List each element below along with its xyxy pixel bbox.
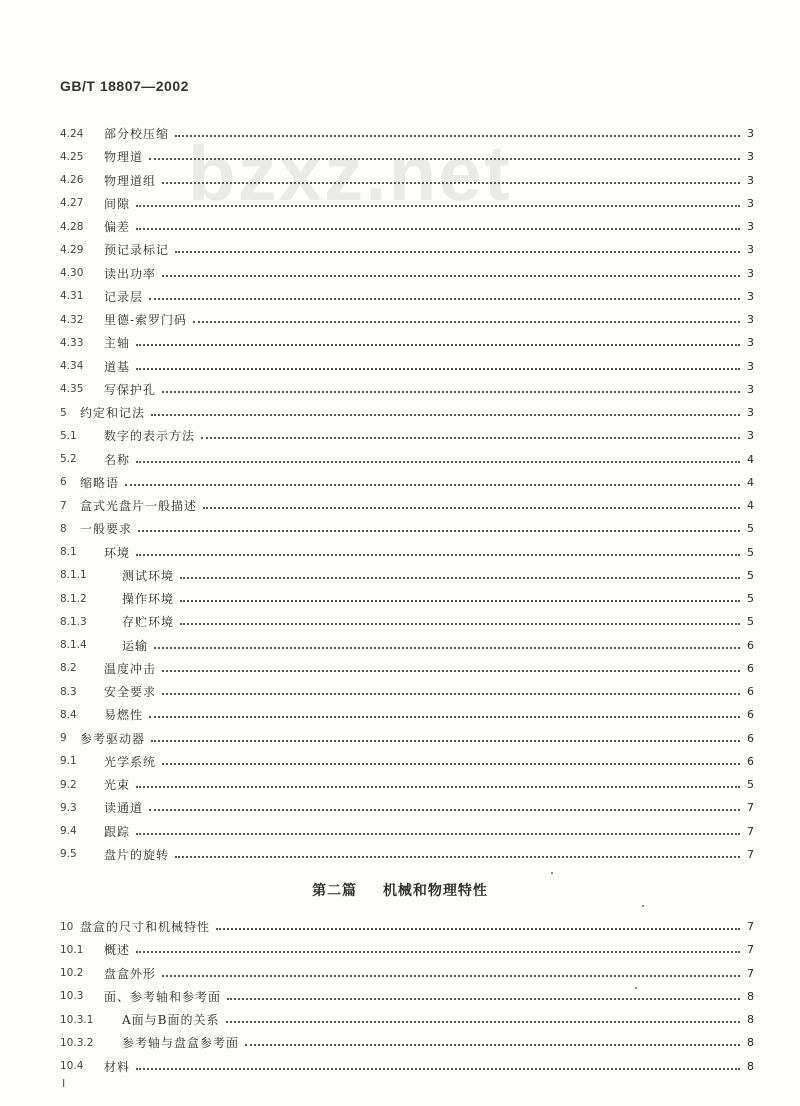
toc-entry-page: 6: [747, 754, 754, 768]
dot-leader: [151, 413, 740, 416]
dot-leader: [136, 204, 740, 207]
dot-leader: [180, 622, 740, 625]
toc-entry-number: 5: [60, 406, 67, 419]
toc-entry-number: 10.4: [60, 1060, 84, 1073]
toc-list-part-one: [60, 122, 754, 866]
toc-entry[interactable]: [60, 169, 754, 192]
toc-entry-page: 7: [747, 943, 754, 957]
dot-leader: [138, 529, 740, 532]
dot-leader: [162, 974, 740, 977]
toc-entry-page: 3: [747, 150, 754, 164]
toc-entry-page: 7: [747, 824, 754, 838]
toc-entry-title: 数字的表示方法: [104, 429, 196, 444]
toc-entry-page: 4: [747, 452, 754, 466]
toc-entry-page: 3: [747, 359, 754, 373]
toc-entry-page: 5: [747, 615, 754, 629]
toc-entry-title: 盘盒的尺寸和机械特性: [80, 920, 211, 935]
dot-leader: [193, 320, 740, 323]
toc-entry-title: 里德-索罗门码: [104, 313, 188, 328]
toc-entry-number: 10.3: [60, 990, 84, 1003]
dot-leader: [136, 832, 740, 835]
toc-entry[interactable]: [60, 703, 754, 726]
toc-entry-title: 参考轴与盘盒参考面: [122, 1036, 240, 1051]
toc-entry-title: 部分校压缩: [104, 127, 170, 142]
dot-leader: [162, 762, 740, 765]
toc-entry-page: 3: [747, 173, 754, 187]
toc-entry-title: 间隙: [104, 196, 131, 211]
toc-entry-number: 8.2: [60, 662, 77, 675]
toc-entry-title: 操作环境: [122, 592, 175, 607]
toc-entry-number: 4.34: [60, 360, 84, 373]
toc-entry[interactable]: [60, 401, 754, 424]
toc-entry-number: 9.5: [60, 848, 77, 861]
dot-leader: [162, 274, 740, 277]
toc-entry-title: 偏差: [104, 220, 131, 235]
toc-entry[interactable]: [60, 424, 754, 447]
scan-speck: [642, 905, 644, 907]
toc-entry-number: 9.2: [60, 778, 77, 791]
toc-entry-title: 名称: [104, 452, 131, 467]
toc-entry-number: 6: [60, 476, 67, 489]
dot-leader: [162, 692, 740, 695]
toc-entry-number: 8.1: [60, 546, 77, 559]
toc-entry-page: 5: [747, 545, 754, 559]
toc-entry-number: 4.27: [60, 197, 84, 210]
toc-entry-title: 盒式光盘片一般描述: [80, 499, 198, 514]
toc-entry[interactable]: [60, 657, 754, 680]
toc-entry-number: 4.24: [60, 127, 84, 140]
toc-entry-page: 8: [747, 1013, 754, 1027]
toc-entry-title: 物理道: [104, 150, 144, 165]
toc-entry[interactable]: [60, 494, 754, 517]
toc-entry-page: 3: [747, 406, 754, 420]
toc-entry[interactable]: [60, 471, 754, 494]
toc-entry-title: 运输: [122, 638, 149, 653]
toc-entry[interactable]: [60, 750, 754, 773]
dot-leader: [149, 715, 740, 718]
toc-entry-number: 10.3.2: [60, 1036, 94, 1049]
toc-entry-title: 测试环境: [122, 568, 175, 583]
toc-entry-page: 3: [747, 266, 754, 280]
toc-entry-page: 6: [747, 638, 754, 652]
toc-entry[interactable]: [60, 1008, 754, 1031]
toc-entry[interactable]: [60, 820, 754, 843]
toc-entry-title: 安全要求: [104, 685, 157, 700]
toc-entry[interactable]: [60, 610, 754, 633]
dot-leader: [136, 785, 740, 788]
toc-entry-title: 记录层: [104, 289, 144, 304]
toc-entry-title: 一般要求: [80, 522, 133, 537]
toc-entry-page: 7: [747, 847, 754, 861]
toc-entry-title: A面与B面的关系: [122, 1013, 220, 1028]
toc-entry[interactable]: [60, 355, 754, 378]
toc-entry-page: 6: [747, 661, 754, 675]
toc-entry[interactable]: [60, 1055, 754, 1078]
toc-entry-number: 5.2: [60, 453, 77, 466]
toc-entry-number: 4.26: [60, 174, 84, 187]
toc-entry-title: 物理道组: [104, 173, 157, 188]
toc-entry-title: 写保护孔: [104, 382, 157, 397]
toc-entry-page: 5: [747, 592, 754, 606]
dot-leader: [180, 576, 740, 579]
toc-entry-title: 读出功率: [104, 266, 157, 281]
toc-entry-title: 参考驱动器: [80, 731, 146, 746]
dot-leader: [136, 553, 740, 556]
toc-entry-page: 3: [747, 289, 754, 303]
dot-leader: [216, 927, 740, 930]
dot-leader: [180, 599, 740, 602]
toc-entry-title: 光束: [104, 778, 131, 793]
dot-leader: [162, 390, 740, 393]
dot-leader: [162, 181, 740, 184]
toc-entry-number: 9.1: [60, 755, 77, 768]
toc-entry-number: 8.1.4: [60, 639, 87, 652]
toc-entry[interactable]: [60, 985, 754, 1008]
dot-leader: [201, 436, 740, 439]
toc-entry-page: 3: [747, 127, 754, 141]
toc-entry[interactable]: [60, 215, 754, 238]
dot-leader: [226, 1020, 741, 1023]
toc-entry-page: 3: [747, 336, 754, 350]
dot-leader: [149, 808, 740, 811]
dot-leader: [203, 506, 740, 509]
dot-leader: [151, 739, 740, 742]
toc-entry-title: 温度冲击: [104, 661, 157, 676]
toc-entry-number: 8.1.1: [60, 569, 87, 582]
toc-entry-number: 4.32: [60, 313, 84, 326]
dot-leader: [136, 950, 740, 953]
toc-entry-page: 3: [747, 196, 754, 210]
scan-speck: [635, 987, 637, 989]
toc-entry-title: 盘盒外形: [104, 966, 157, 981]
dot-leader: [149, 297, 740, 300]
watermark: bzxz.net: [188, 129, 512, 217]
toc-entry-title: 存贮环境: [122, 615, 175, 630]
toc-entry-number: 8: [60, 522, 67, 535]
toc-entry-number: 7: [60, 499, 67, 512]
toc-entry-title: 环境: [104, 545, 131, 560]
toc-entry-page: 7: [747, 920, 754, 934]
toc-entry-title: 缩略语: [80, 475, 120, 490]
toc-entry[interactable]: [60, 587, 754, 610]
toc-entry-page: 3: [747, 220, 754, 234]
scan-speck: [551, 872, 553, 874]
toc-entry-page: 4: [747, 475, 754, 489]
toc-entry[interactable]: [60, 634, 754, 657]
toc-entry[interactable]: [60, 262, 754, 285]
toc-entry[interactable]: [60, 962, 754, 985]
toc-entry-number: 10.3.1: [60, 1013, 94, 1026]
toc-entry[interactable]: [60, 727, 754, 750]
toc-entry[interactable]: [60, 331, 754, 354]
dot-leader: [175, 855, 740, 858]
toc-entry[interactable]: [60, 680, 754, 703]
toc-entry-page: 8: [747, 1059, 754, 1073]
toc-entry[interactable]: [60, 238, 754, 261]
dot-leader: [245, 1043, 740, 1046]
toc-entry[interactable]: [60, 796, 754, 819]
toc-entry-title: 主轴: [104, 336, 131, 351]
toc-entry-title: 概述: [104, 943, 131, 958]
toc-entry-number: 4.30: [60, 267, 84, 280]
toc-entry-title: 盘片的旋转: [104, 847, 170, 862]
toc-entry[interactable]: [60, 517, 754, 540]
toc-entry-title: 光学系统: [104, 754, 157, 769]
standard-number: GB/T 18807—2002: [60, 78, 189, 94]
toc-entry[interactable]: [60, 773, 754, 796]
toc-entry-page: 6: [747, 708, 754, 722]
section-part: 第二篇: [312, 883, 358, 899]
dot-leader: [175, 250, 740, 253]
toc-entry-page: 5: [747, 522, 754, 536]
toc-entry-number: 4.25: [60, 150, 84, 163]
dot-leader: [227, 997, 740, 1000]
toc-entry-number: 10: [60, 920, 74, 933]
toc-entry-page: 3: [747, 382, 754, 396]
toc-entry[interactable]: [60, 378, 754, 401]
toc-entry-title: 预记录标记: [104, 243, 170, 258]
toc-entry-page: 6: [747, 731, 754, 745]
section-heading: [0, 880, 800, 900]
toc-entry-title: 面、参考轴和参考面: [104, 989, 222, 1004]
toc-entry[interactable]: [60, 145, 754, 168]
dot-leader: [136, 367, 740, 370]
toc-entry[interactable]: [60, 938, 754, 961]
dot-leader: [136, 1067, 740, 1070]
toc-entry[interactable]: [60, 448, 754, 471]
toc-entry-number: 4.29: [60, 243, 84, 256]
toc-entry-number: 4.28: [60, 220, 84, 233]
dot-leader: [136, 460, 740, 463]
toc-entry-page: 3: [747, 313, 754, 327]
toc-entry-number: 8.1.3: [60, 615, 87, 628]
toc-entry-page: 7: [747, 966, 754, 980]
toc-entry[interactable]: [60, 564, 754, 587]
toc-entry[interactable]: [60, 308, 754, 331]
page-folio: I: [62, 1077, 66, 1090]
toc-entry-page: 7: [747, 801, 754, 815]
dot-leader: [136, 227, 740, 230]
toc-entry-number: 9: [60, 732, 67, 745]
toc-entry-number: 4.31: [60, 290, 84, 303]
toc-entry-title: 易燃性: [104, 708, 144, 723]
dot-leader: [149, 157, 740, 160]
toc-entry-number: 10.1: [60, 943, 84, 956]
toc-entry-page: 3: [747, 243, 754, 257]
toc-entry-page: 5: [747, 778, 754, 792]
toc-list-part-two: [60, 915, 754, 1078]
toc-entry-title: 材料: [104, 1059, 131, 1074]
toc-entry[interactable]: [60, 915, 754, 938]
toc-entry-page: 3: [747, 429, 754, 443]
toc-entry-number: 8.4: [60, 708, 77, 721]
toc-entry-page: 5: [747, 568, 754, 582]
toc-entry[interactable]: [60, 285, 754, 308]
toc-entry-page: 8: [747, 1036, 754, 1050]
toc-entry-title: 读通道: [104, 801, 144, 816]
toc-entry-number: 8.1.2: [60, 592, 87, 605]
toc-entry[interactable]: [60, 1031, 754, 1054]
toc-entry-number: 5.1: [60, 429, 77, 442]
toc-entry[interactable]: [60, 541, 754, 564]
toc-entry-number: 9.4: [60, 825, 77, 838]
toc-entry-number: 9.3: [60, 801, 77, 814]
toc-entry-number: 10.2: [60, 967, 84, 980]
toc-entry-number: 4.33: [60, 336, 84, 349]
dot-leader: [162, 669, 740, 672]
toc-entry[interactable]: [60, 192, 754, 215]
toc-entry[interactable]: [60, 843, 754, 866]
toc-entry-number: 4.35: [60, 383, 84, 396]
toc-entry-title: 跟踪: [104, 824, 131, 839]
dot-leader: [125, 483, 740, 486]
section-title: 机械和物理特性: [382, 883, 488, 899]
toc-entry-number: 8.3: [60, 685, 77, 698]
toc-entry-title: 约定和记法: [80, 406, 146, 421]
toc-entry-page: 8: [747, 989, 754, 1003]
dot-leader: [175, 134, 740, 137]
toc-entry[interactable]: [60, 122, 754, 145]
toc-entry-title: 道基: [104, 359, 131, 374]
toc-entry-page: 4: [747, 499, 754, 513]
toc-entry-page: 6: [747, 685, 754, 699]
dot-leader: [136, 343, 740, 346]
dot-leader: [154, 646, 740, 649]
